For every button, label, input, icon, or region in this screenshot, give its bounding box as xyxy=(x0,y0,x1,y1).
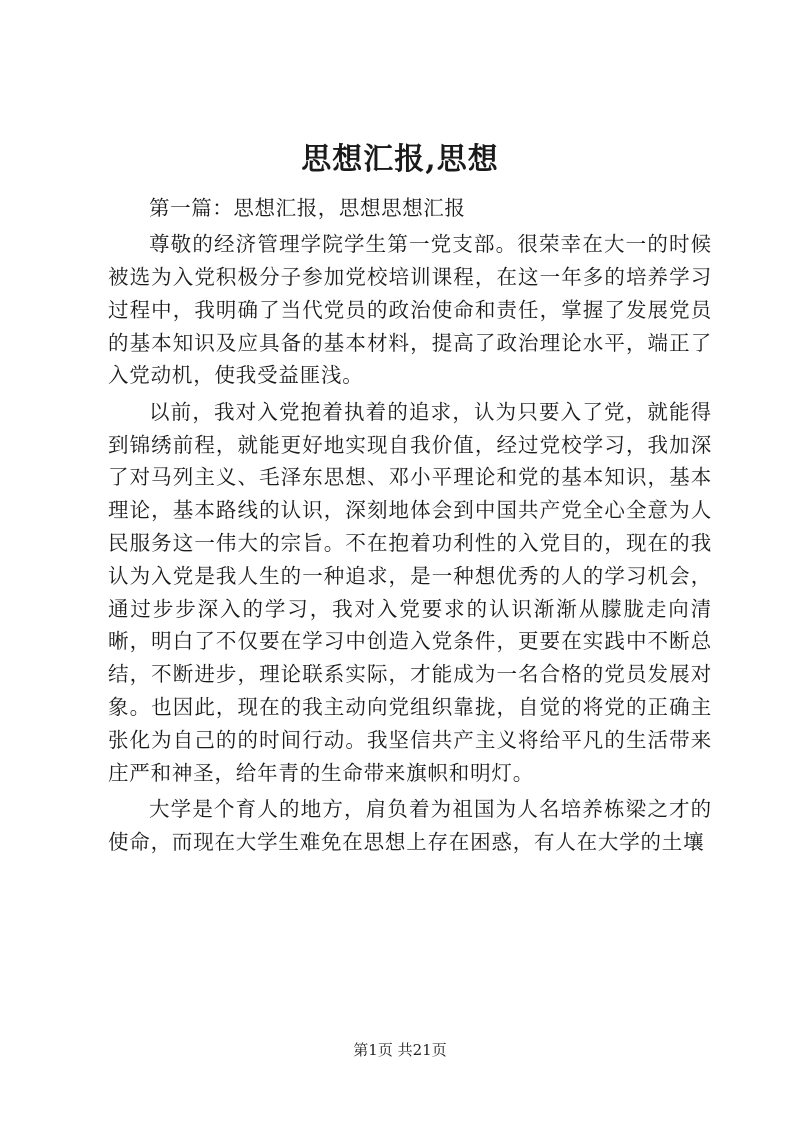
page-number-footer: 第1页 共21页 xyxy=(353,1041,447,1059)
document-body xyxy=(108,192,712,858)
document-title: 思想汇报,思想 xyxy=(301,142,499,177)
section-heading: 第一篇：思想汇报，思想思想汇报 xyxy=(149,196,466,220)
paragraph: 以前，我对入党抱着执着的追求，认为只要入了党，就能得到锦绣前程，就能更好地实现自我价值，经过党校学习，我加深了对马列主义、毛泽东思想、邓小平理论和党的基本知识，基本理论，基本路线的认识，深刻地体会到中国共产党全心全意为人民服务这一伟大的宗旨。不在抱着功利性的入党目的，现在的我认为入党是我人生的一种追求，是一种想优秀的人的学习机会，通过步步深入的学习，我对入党要求的认识渐渐从朦胧走向清晰，明白了不仅要在学习中创造入党条件，更要在实践中不断总结，不断进步，理论联系实际，才能成为一名合格的党员发展对象。也因此，现在的我主动向党组织靠拢，自觉的将党的正确主张化为自己的的时间行动。我坚信共产主义将给平凡的生活带来庄严和神圣，给年青的生命带来旗帜和明灯。 xyxy=(108,399,712,785)
paragraph: 尊敬的经济管理学院学生第一党支部。很荣幸在大一的时候被选为入党积极分子参加党校培训课程，在这一年多的培养学习过程中，我明确了当代党员的政治使命和责任，掌握了发展党员的基本知识及应具备的基本材料，提高了政治理论水平，端正了入党动机，使我受益匪浅。 xyxy=(108,232,712,388)
paragraph: 大学是个育人的地方，肩负着为祖国为人名培养栋梁之才的使命，而现在大学生难免在思想上存在困惑，有人在大学的土壤 xyxy=(108,796,712,854)
